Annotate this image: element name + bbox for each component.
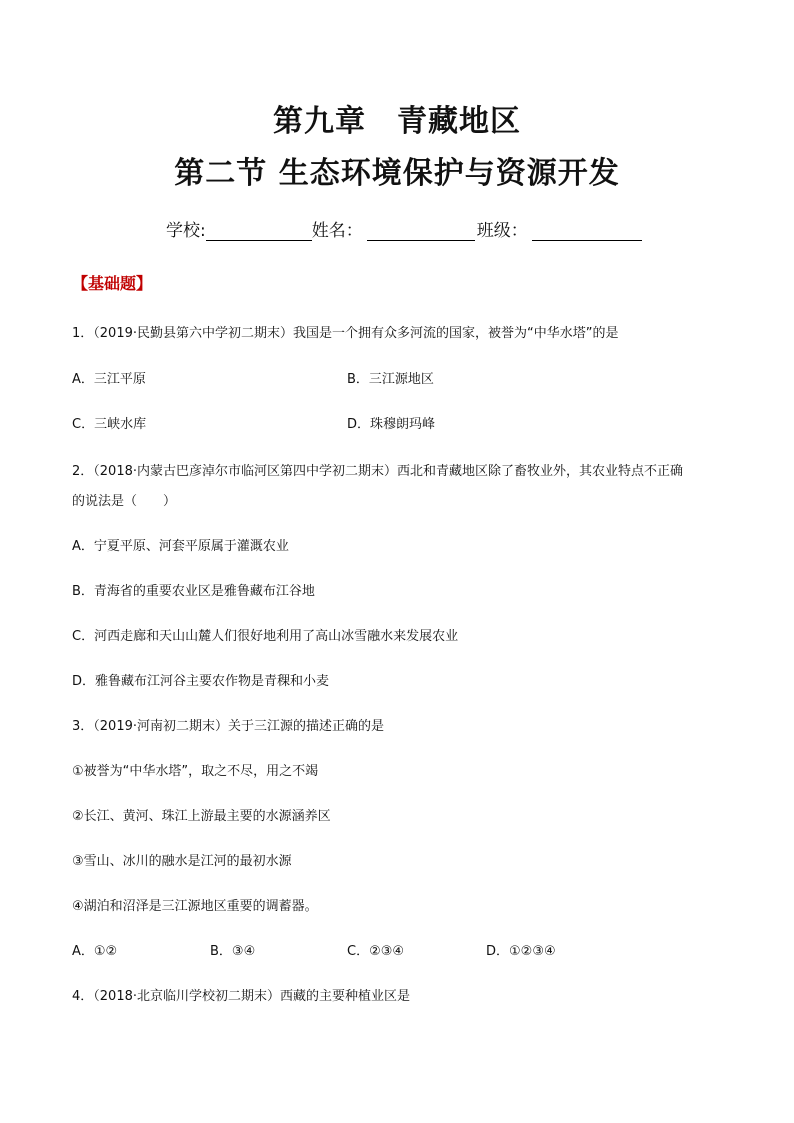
question-3-option-c[interactable]: C．②③④ xyxy=(347,944,405,959)
question-3-option-a[interactable]: A．①② xyxy=(72,944,118,959)
question-2-stem-line2: 的说法是（ ） xyxy=(72,494,177,509)
name-blank[interactable] xyxy=(367,220,475,241)
question-3-option-b[interactable]: B．③④ xyxy=(210,944,256,959)
question-1-option-b[interactable]: B．三江源地区 xyxy=(347,372,434,387)
class-label: 班级： xyxy=(476,221,528,241)
question-1-stem: 1．（2019·民勤县第六中学初二期末）我国是一个拥有众多河流的国家，被誉为“中华水塔”的是 xyxy=(72,326,619,341)
question-2-option-b[interactable]: B．青海省的重要农业区是雅鲁藏布江谷地 xyxy=(72,584,315,599)
category-heading: 【基础题】 xyxy=(72,274,153,293)
question-3-stem: 3．（2019·河南初二期末）关于三江源的描述正确的是 xyxy=(72,719,384,734)
question-1-option-c[interactable]: C．三峡水库 xyxy=(72,417,147,432)
name-label: 姓名： xyxy=(311,221,363,241)
question-2-option-c[interactable]: C．河西走廊和天山山麓人们很好地利用了高山冰雪融水来发展农业 xyxy=(72,629,459,644)
question-3-statement-2: ②长江、黄河、珠江上游最主要的水源涵养区 xyxy=(72,809,331,824)
question-3-statement-4: ④湖泊和沼泽是三江源地区重要的调蓄器。 xyxy=(72,899,318,914)
question-2-option-d[interactable]: D．雅鲁藏布江河谷主要农作物是青稞和小麦 xyxy=(72,674,330,689)
school-label: 学校: xyxy=(166,221,206,241)
school-blank[interactable] xyxy=(206,220,312,241)
section-title: 第二节 生态环境保护与资源开发 xyxy=(174,156,620,191)
question-1-option-a[interactable]: A．三江平原 xyxy=(72,372,146,387)
question-2-stem-line1: 2．（2018·内蒙古巴彦淖尔市临河区第四中学初二期末）西北和青藏地区除了畜牧业外，其农业特点不正确 xyxy=(72,464,683,479)
question-1-option-d[interactable]: D．珠穆朗玛峰 xyxy=(347,417,436,432)
question-2-option-a[interactable]: A．宁夏平原、河套平原属于灌溉农业 xyxy=(72,539,289,554)
question-3-statement-3: ③雪山、冰川的融水是江河的最初水源 xyxy=(72,854,292,869)
class-blank[interactable] xyxy=(532,220,642,241)
student-info-row xyxy=(166,216,642,241)
question-3-statement-1: ①被誉为“中华水塔”，取之不尽，用之不竭 xyxy=(72,764,319,779)
question-3-option-d[interactable]: D．①②③④ xyxy=(486,944,556,959)
question-4-stem: 4．（2018·北京临川学校初二期末）西藏的主要种植业区是 xyxy=(72,989,410,1004)
chapter-title: 第九章 青藏地区 xyxy=(273,104,521,139)
